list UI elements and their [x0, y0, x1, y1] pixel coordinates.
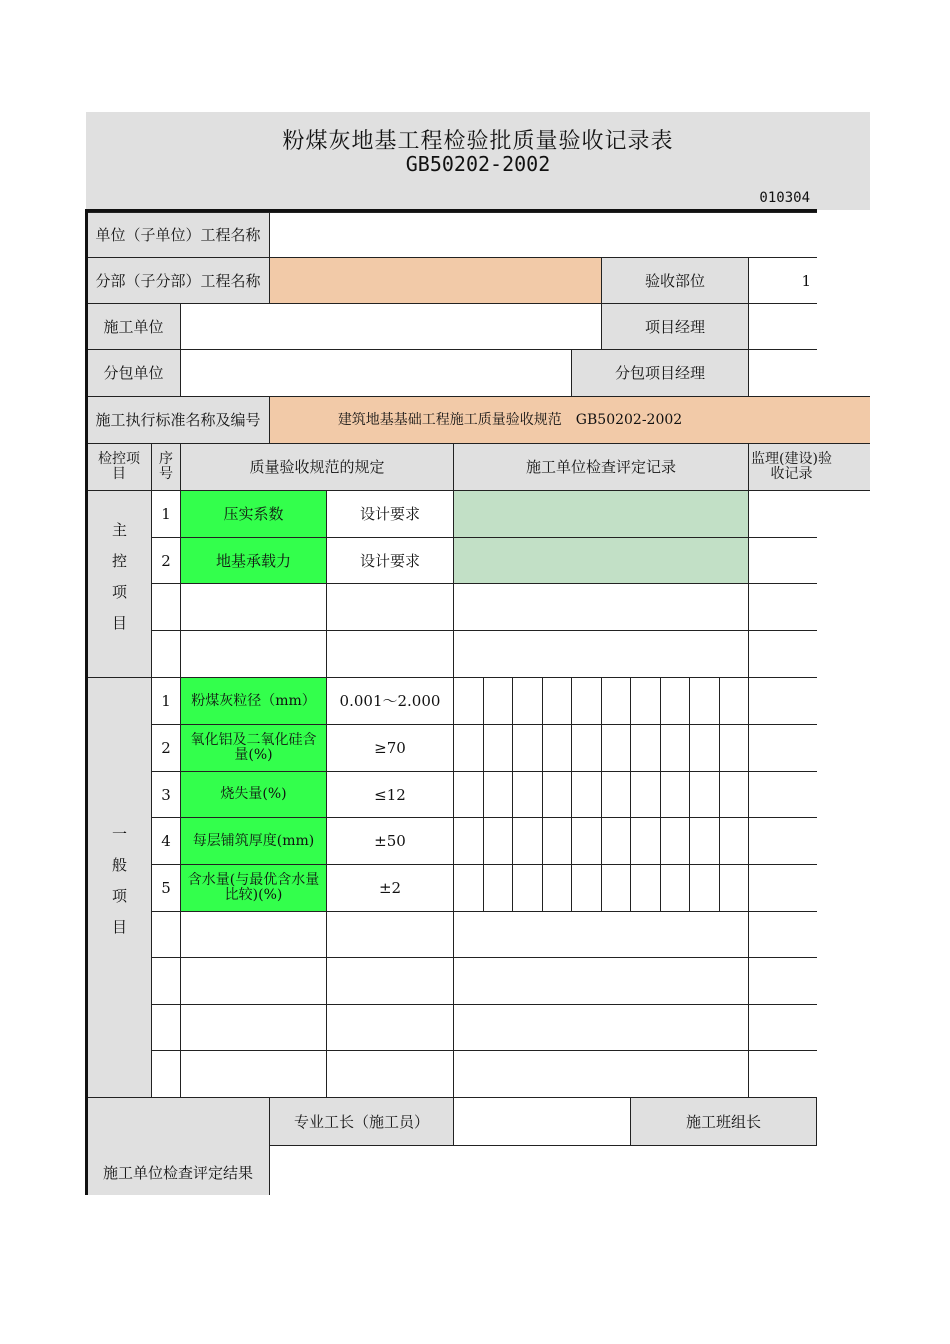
- general-label: [86, 677, 152, 1098]
- sub-project-field[interactable]: [269, 257, 602, 304]
- main-row-3-record[interactable]: [453, 583, 749, 631]
- standard-code: GB50202-2002: [405, 152, 551, 176]
- main-row-2-supervision[interactable]: [748, 537, 817, 584]
- main-row-1-req: 设计要求: [326, 490, 454, 538]
- main-row-3-req[interactable]: [326, 583, 454, 631]
- general-row-5-supervision[interactable]: [748, 864, 817, 912]
- general-row-2-req: ≥70: [326, 724, 454, 772]
- general-row-9-name[interactable]: [180, 1050, 327, 1098]
- general-row-2-supervision[interactable]: [748, 724, 817, 772]
- general-row-4-req: ±50: [326, 817, 454, 865]
- supervision-header: 监理(建设)验收记录: [748, 443, 870, 491]
- general-row-3-no: 3: [151, 771, 181, 818]
- main-row-4-req[interactable]: [326, 630, 454, 678]
- general-row-6-name[interactable]: [180, 911, 327, 958]
- foreman-label: 专业工长（施工员）: [269, 1097, 454, 1146]
- team-leader-label: 施工班组长: [630, 1097, 817, 1146]
- main-row-4-record[interactable]: [453, 630, 749, 678]
- sub-project-manager-label: 分包项目经理: [571, 349, 749, 397]
- general-row-2-name: 氧化铝及二氧化硅含量(%): [180, 724, 327, 772]
- general-row-4-name: 每层铺筑厚度(mm): [180, 817, 327, 865]
- main-row-4-supervision[interactable]: [748, 630, 817, 678]
- subcontract-unit-field[interactable]: [180, 349, 572, 397]
- measurement-grid[interactable]: [453, 677, 749, 912]
- main-row-2-req: 设计要求: [326, 537, 454, 584]
- general-row-8-supervision[interactable]: [748, 1004, 817, 1051]
- seq-header: 序号: [151, 443, 181, 491]
- general-row-2-no: 2: [151, 724, 181, 772]
- result-label: [86, 1097, 270, 1195]
- construction-unit-field[interactable]: [180, 303, 602, 350]
- main-row-4-no: [151, 630, 181, 678]
- general-row-3-name: 烧失量(%): [180, 771, 327, 818]
- standard-field[interactable]: 建筑地基基础工程施工质量验收规范 GB50202-2002: [269, 396, 870, 444]
- main-row-3-no: [151, 583, 181, 631]
- general-row-8-record[interactable]: [453, 1004, 749, 1051]
- main-row-3-name[interactable]: [180, 583, 327, 631]
- project-manager-field[interactable]: [748, 303, 817, 350]
- main-row-1-no: 1: [151, 490, 181, 538]
- main-row-2-no: 2: [151, 537, 181, 584]
- general-row-5-req: ±2: [326, 864, 454, 912]
- foreman-field[interactable]: [453, 1097, 631, 1146]
- main-row-3-supervision[interactable]: [748, 583, 817, 631]
- unit-project-label: 单位（子单位）工程名称: [86, 212, 270, 258]
- general-row-4-supervision[interactable]: [748, 817, 817, 865]
- construction-unit-label: 施工单位: [86, 303, 181, 350]
- main-row-1-name: 压实系数: [180, 490, 327, 538]
- main-control-text: 主控项目: [110, 522, 128, 646]
- general-row-6-supervision[interactable]: [748, 911, 817, 958]
- general-row-6-record[interactable]: [453, 911, 749, 958]
- result-label-text: 施工单位检查评定结果: [102, 1164, 253, 1182]
- general-row-8-req[interactable]: [326, 1004, 454, 1051]
- general-row-9-no: [151, 1050, 181, 1098]
- form-number: 010304: [759, 190, 810, 206]
- general-text: 一般项目: [110, 825, 128, 950]
- main-row-4-name[interactable]: [180, 630, 327, 678]
- general-row-7-record[interactable]: [453, 957, 749, 1005]
- general-row-1-req: 0.001～2.000: [326, 677, 454, 725]
- spec-header: 质量验收规范的规定: [180, 443, 454, 491]
- left-border: [85, 209, 88, 1195]
- general-row-1-name: 粉煤灰粒径（mm）: [180, 677, 327, 725]
- general-row-5-no: 5: [151, 864, 181, 912]
- general-row-7-no: [151, 957, 181, 1005]
- sub-project-manager-field[interactable]: [748, 349, 817, 397]
- general-row-8-no: [151, 1004, 181, 1051]
- general-row-7-supervision[interactable]: [748, 957, 817, 1005]
- general-row-1-supervision[interactable]: [748, 677, 817, 725]
- main-control-label: [86, 490, 152, 678]
- general-row-7-req[interactable]: [326, 957, 454, 1005]
- general-row-9-supervision[interactable]: [748, 1050, 817, 1098]
- standard-label: 施工执行标准名称及编号: [86, 396, 270, 444]
- general-row-9-record[interactable]: [453, 1050, 749, 1098]
- general-row-1-no: 1: [151, 677, 181, 725]
- acceptance-part-label: 验收部位: [601, 257, 749, 304]
- acceptance-part-value: 1: [801, 271, 811, 290]
- general-row-9-req[interactable]: [326, 1050, 454, 1098]
- sub-project-label: 分部（子分部）工程名称: [86, 257, 270, 304]
- form-title: 粉煤灰地基工程检验批质量验收记录表: [282, 129, 674, 154]
- main-row-1-supervision[interactable]: [748, 490, 817, 538]
- main-row-1-record[interactable]: [453, 490, 749, 538]
- general-row-3-req: ≤12: [326, 771, 454, 818]
- inspection-item-header: 检控项目: [86, 443, 152, 491]
- general-row-6-no: [151, 911, 181, 958]
- general-row-8-name[interactable]: [180, 1004, 327, 1051]
- record-header: 施工单位检查评定记录: [453, 443, 749, 491]
- unit-project-field[interactable]: [269, 212, 817, 258]
- main-row-2-record[interactable]: [453, 537, 749, 584]
- general-row-3-supervision[interactable]: [748, 771, 817, 818]
- general-row-6-req[interactable]: [326, 911, 454, 958]
- subcontract-unit-label: 分包单位: [86, 349, 181, 397]
- general-row-7-name[interactable]: [180, 957, 327, 1005]
- project-manager-label: 项目经理: [601, 303, 749, 350]
- main-row-2-name: 地基承载力: [180, 537, 327, 584]
- general-row-5-name: 含水量(与最优含水量比较)(%): [180, 864, 327, 912]
- general-row-4-no: 4: [151, 817, 181, 865]
- acceptance-part-field[interactable]: [748, 257, 817, 304]
